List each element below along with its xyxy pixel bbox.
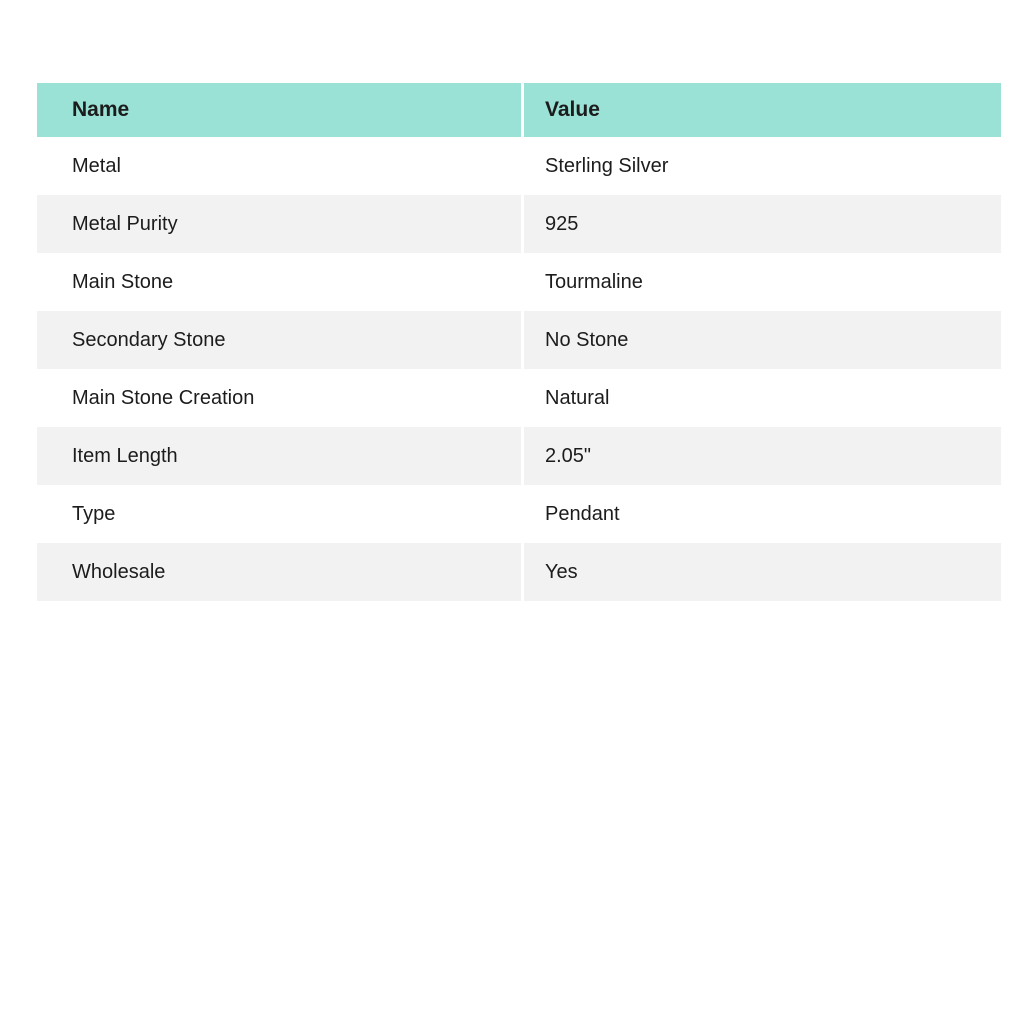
spec-table-header <box>37 83 1001 137</box>
cell-name: Wholesale <box>37 543 524 601</box>
spec-table <box>37 83 1001 601</box>
table-row <box>37 427 1001 485</box>
cell-value: No Stone <box>524 311 1001 369</box>
cell-name: Main Stone Creation <box>37 369 524 427</box>
cell-name: Metal <box>37 137 524 195</box>
table-row <box>37 369 1001 427</box>
cell-value: 2.05" <box>524 427 1001 485</box>
cell-value: Natural <box>524 369 1001 427</box>
table-row <box>37 543 1001 601</box>
cell-name: Main Stone <box>37 253 524 311</box>
cell-name: Metal Purity <box>37 195 524 253</box>
cell-value: Pendant <box>524 485 1001 543</box>
cell-value: Yes <box>524 543 1001 601</box>
cell-name: Type <box>37 485 524 543</box>
table-row <box>37 195 1001 253</box>
cell-value: 925 <box>524 195 1001 253</box>
item-specifications-table <box>37 83 1001 601</box>
spec-table-body <box>37 137 1001 601</box>
table-row <box>37 485 1001 543</box>
cell-name: Secondary Stone <box>37 311 524 369</box>
table-row <box>37 137 1001 195</box>
column-header-name: Name <box>37 83 524 137</box>
table-row <box>37 253 1001 311</box>
cell-value: Sterling Silver <box>524 137 1001 195</box>
header-row <box>37 83 1001 137</box>
cell-name: Item Length <box>37 427 524 485</box>
column-header-value: Value <box>524 83 1001 137</box>
cell-value: Tourmaline <box>524 253 1001 311</box>
table-row <box>37 311 1001 369</box>
